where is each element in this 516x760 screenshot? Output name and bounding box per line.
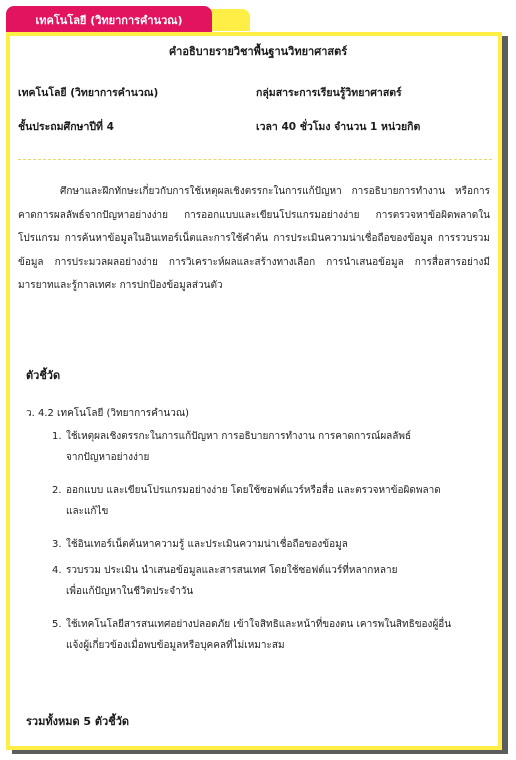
subject-name: เทคโนโลยี (วิทยาการคำนวณ) bbox=[18, 87, 159, 99]
indicator-text: ออกแบบ และเขียนโปรแกรมอย่างง่าย โดยใช้ซอฟต์แวร์หรือสื่อ และตรวจหาข้อผิดพลาด bbox=[66, 485, 441, 496]
indicator-text-cont: จากปัญหาอย่างง่าย bbox=[66, 452, 150, 463]
indicators-total: รวมทั้งหมด 5 ตัวชี้วัด bbox=[26, 715, 130, 728]
indicators-heading: ตัวชี้วัด bbox=[26, 369, 61, 382]
tab-accent bbox=[210, 9, 250, 31]
indicator-text: ใช้อินเทอร์เน็ตค้นหาความรู้ และประเมินความน่าเชื่อถือของข้อมูล bbox=[66, 539, 348, 550]
indicator-number: 2. bbox=[52, 485, 62, 496]
indicator-number: 3. bbox=[52, 539, 62, 550]
indicator-number: 4. bbox=[52, 565, 62, 576]
indicator-text-cont: เพื่อแก้ปัญหาในชีวิตประจำวัน bbox=[66, 586, 194, 597]
indicator-item bbox=[52, 614, 492, 656]
indicator-text: ใช้เหตุผลเชิงตรรกะในการแก้ปัญหา การอธิบายการทำงาน การคาดการณ์ผลลัพธ์ bbox=[66, 431, 412, 442]
subject-tab-label: เทคโนโลยี (วิทยาการคำนวณ) bbox=[35, 14, 183, 27]
indicator-text: ใช้เทคโนโลยีสารสนเทศอย่างปลอดภัย เข้าใจสิทธิและหน้าที่ของตน เคารพในสิทธิของผู้อื่น bbox=[66, 619, 452, 630]
indicator-item bbox=[52, 560, 492, 602]
indicator-item bbox=[52, 534, 492, 555]
indicator-item bbox=[52, 480, 492, 522]
indicator-text-cont: แจ้งผู้เกี่ยวข้องเมื่อพบข้อมูลหรือบุคคลที่ไม่เหมาะสม bbox=[66, 640, 285, 651]
standard-code: ว. 4.2 เทคโนโลยี (วิทยาการคำนวณ) bbox=[26, 408, 190, 419]
course-description bbox=[18, 180, 490, 298]
document-title: คำอธิบายรายวิชาพื้นฐานวิทยาศาสตร์ bbox=[168, 45, 348, 58]
indicator-number: 5. bbox=[52, 619, 62, 630]
subject-tab bbox=[6, 6, 212, 34]
grade-level: ชั้นประถมศึกษาปีที่ 4 bbox=[18, 121, 114, 133]
indicator-number: 1. bbox=[52, 431, 62, 442]
indicator-item bbox=[52, 426, 492, 468]
indicator-text-cont: และแก้ไข bbox=[66, 506, 109, 517]
indicator-text: รวบรวม ประเมิน นำเสนอข้อมูลและสารสนเทศ โดยใช้ซอฟต์แวร์ที่หลากหลาย bbox=[66, 565, 398, 576]
course-description-text: ศึกษาและฝึกทักษะเกี่ยวกับการใช้เหตุผลเชิงตรรกะในการแก้ปัญหา การอธิบายการทำงาน หรือการคาดการผลลัพธ์จากปัญหาอย่างง่าย การออกแบบและเขียนโปรแกรมอย่างง่าย การตรวจหาข้อผิดพลาดในโปรแกรม การค้นหาข้อมูลในอินเทอร์เน็ตและการใช้คำค้น การประเมินความน่าเชื่อถือของข้อมูล การรวบรวมข้อมูล การประมวลผลอย่างง่าย การวิเคราะห์ผลและสร้างทางเลือก การนำเสนอข้อมูล การสื่อสารอย่างมีมารยาทและรู้กาลเทศะ การปกป้องข้อมูลส่วนตัว bbox=[18, 186, 490, 291]
learning-group: กลุ่มสาระการเรียนรู้วิทยาศาสตร์ bbox=[256, 87, 402, 99]
time-credits: เวลา 40 ชั่วโมง จำนวน 1 หน่วยกิต bbox=[256, 121, 421, 133]
section-divider bbox=[18, 159, 492, 160]
